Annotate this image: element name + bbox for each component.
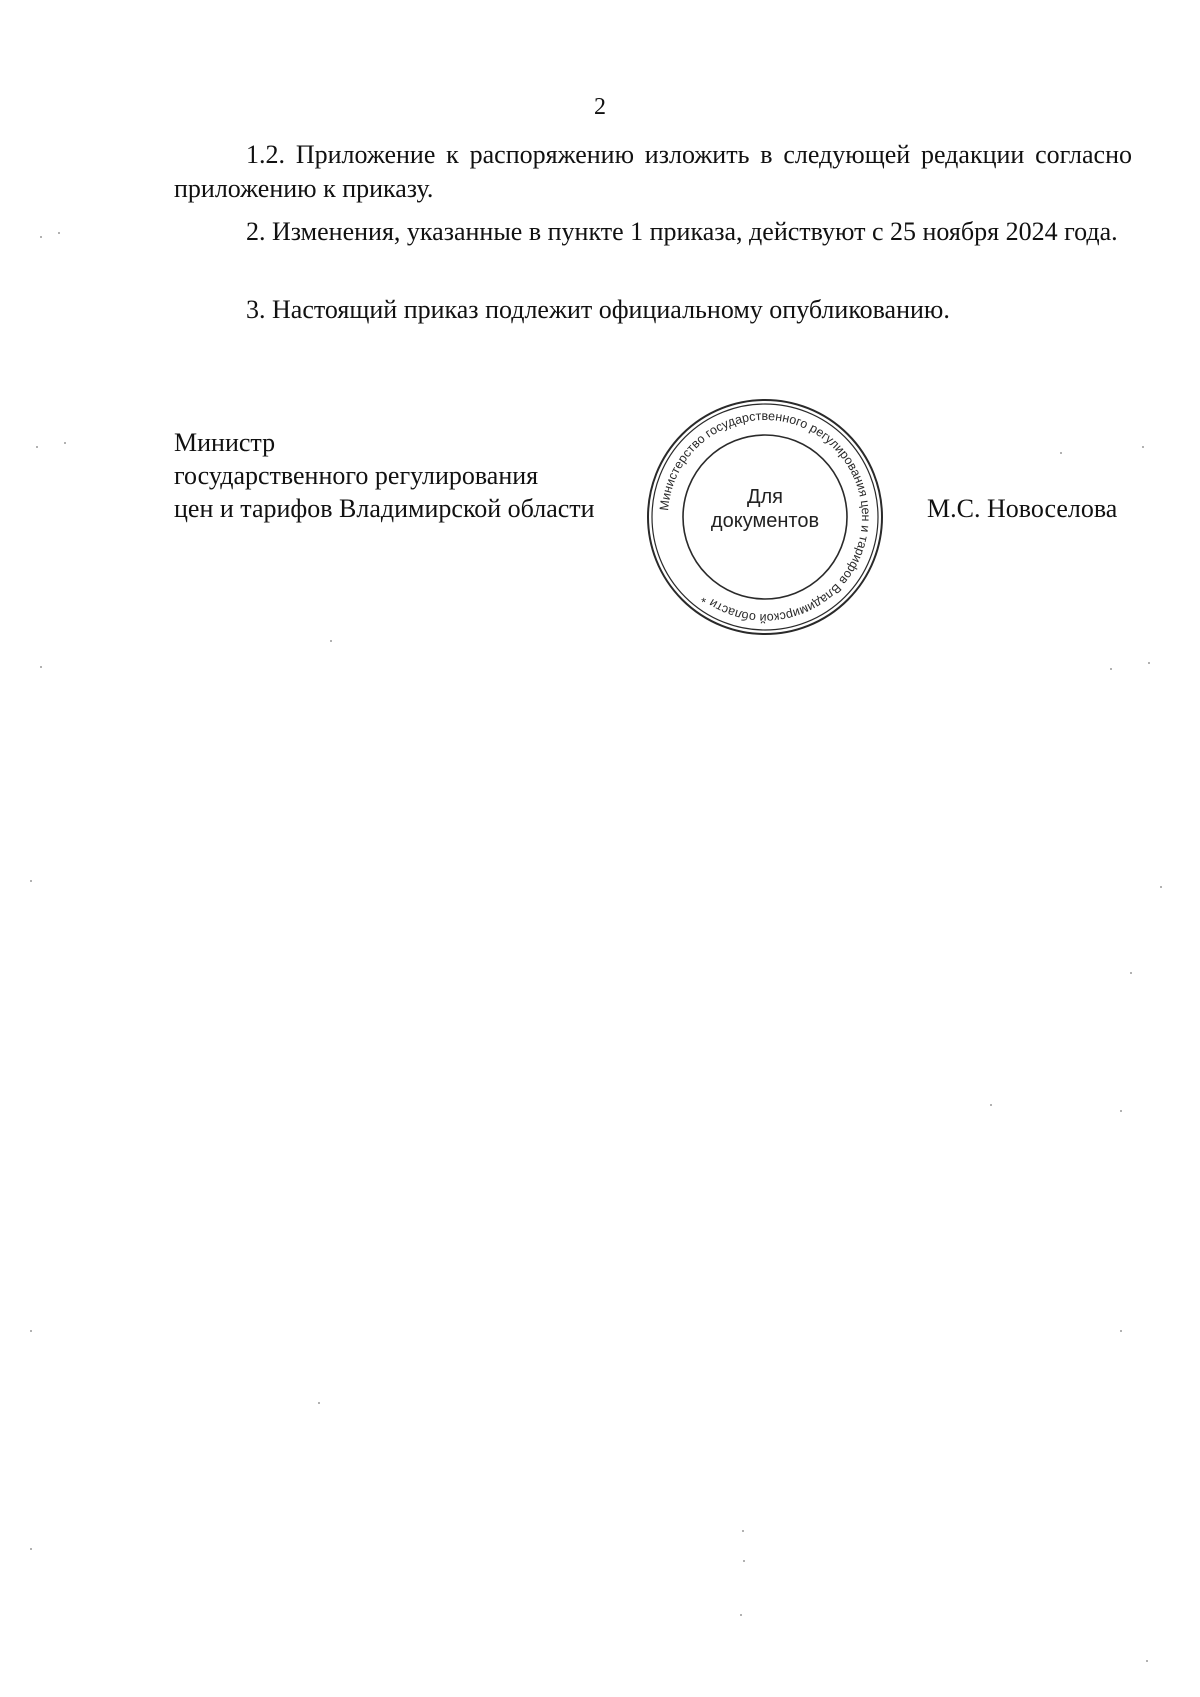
- signatory-position-line-2: государственного регулирования: [174, 461, 539, 490]
- paragraph-3: 3. Настоящий приказ подлежит официальному опубликованию.: [246, 295, 950, 324]
- page-number: 2: [594, 94, 606, 120]
- paragraph-1-2: 1.2. Приложение к распоряжению изложить в следующей редакции согласно приложению к приказу.: [174, 140, 1132, 203]
- official-stamp: [644, 396, 886, 638]
- stamp-center-line-2: документов: [710, 510, 820, 532]
- stamp-ring-text-path: Министерство государственного регулирования цен и тарифов Владимирской области *: [657, 408, 874, 626]
- stamp-center-line-1: Для: [746, 486, 784, 508]
- signatory-position-line-1: Министр: [174, 428, 276, 457]
- signatory-position: [174, 426, 595, 525]
- signatory-position-line-3: цен и тарифов Владимирской области: [174, 494, 595, 523]
- paragraph-2: 2. Изменения, указанные в пункте 1 приказа, действуют с 25 ноября 2024 года.: [246, 217, 1118, 246]
- signatory-name: М.С. Новоселова: [927, 494, 1118, 523]
